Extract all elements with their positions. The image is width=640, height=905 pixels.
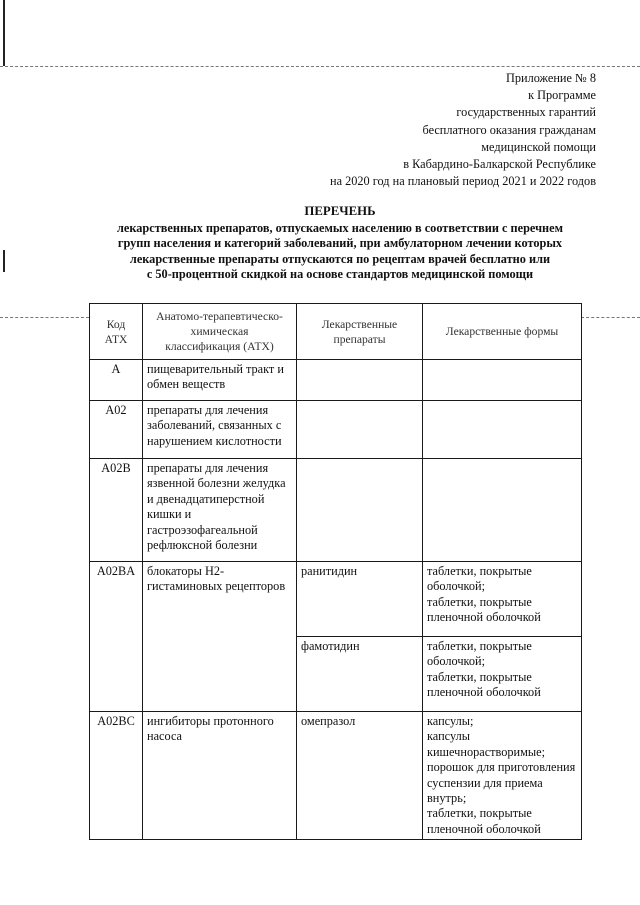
forms-cell: таблетки, покрытые оболочкой; таблетки, покрытые пленочной оболочкой (423, 562, 582, 637)
header-dosage-forms: Лекарственные формы (423, 304, 582, 360)
drug-cell (297, 401, 423, 459)
scan-dashed-line-table (0, 317, 89, 318)
atc-code-cell: A02BA (90, 562, 143, 712)
forms-cell (423, 459, 582, 562)
appendix-line-guarantees: государственных гарантий (456, 105, 596, 120)
appendix-line-number: Приложение № 8 (505, 71, 596, 85)
table-row (90, 459, 582, 562)
drug-cell: омепразол (297, 712, 423, 840)
table-row (90, 712, 582, 840)
atc-code-cell: А (90, 360, 143, 401)
atc-code-cell: A02B (90, 459, 143, 562)
scan-edge-mark-middle (3, 250, 5, 272)
scan-edge-mark-top (3, 0, 5, 66)
forms-cell (423, 401, 582, 459)
forms-cell (423, 360, 582, 401)
atc-code-cell: A02 (90, 401, 143, 459)
atc-code-cell: A02BC (90, 712, 143, 840)
table-header-row (90, 304, 582, 360)
table-row (90, 401, 582, 459)
drug-cell (297, 459, 423, 562)
table-row (90, 562, 582, 637)
appendix-line-program: к Программе (528, 88, 596, 103)
classification-cell: препараты для лечения заболеваний, связанных с нарушением кислотности (143, 401, 297, 459)
medicines-table (89, 303, 582, 840)
classification-cell: препараты для лечения язвенной болезни желудка и двенадцатиперстной кишки и гастроэзофагеальной рефлюксной болезни (143, 459, 297, 562)
subtitle-line: лекарственных препаратов, отпускаемых населению в соответствии с перечнем (117, 221, 563, 235)
table-row (90, 360, 582, 401)
document-title: ПЕРЕЧЕНЬ (304, 204, 376, 218)
appendix-line-period: на 2020 год на плановый период 2021 и 2022 годов (329, 174, 596, 189)
scan-dashed-line-top (0, 66, 640, 67)
forms-cell: капсулы; капсулы кишечнорастворимые; порошок для приготовления суспензии для приема внутрь; таблетки, покрытые пленочной оболочкой (423, 712, 582, 840)
appendix-line-medical-help: медицинской помощи (481, 139, 596, 154)
appendix-line-free-care: бесплатного оказания гражданам (422, 122, 596, 137)
header-atc-classification: Анатомо-терапевтическо- химическая классификация (АТХ) (143, 304, 297, 360)
header-atc-code: Код АТХ (90, 304, 143, 360)
appendix-header (236, 70, 596, 190)
forms-cell: таблетки, покрытые оболочкой; таблетки, покрытые пленочной оболочкой (423, 637, 582, 712)
drug-cell: фамотидин (297, 637, 423, 712)
document-subtitle (60, 221, 620, 283)
classification-cell: ингибиторы протонного насоса (143, 712, 297, 840)
subtitle-line: групп населения и категорий заболеваний, при амбулаторном лечении которых (117, 236, 563, 251)
drug-cell (297, 360, 423, 401)
subtitle-line: с 50-процентной скидкой на основе стандартов медицинской помощи (146, 267, 534, 282)
classification-cell: блокаторы Н2-гистаминовых рецепторов (143, 562, 297, 712)
drug-cell: ранитидин (297, 562, 423, 637)
subtitle-line: лекарственные препараты отпускаются по рецептам врачей бесплатно или (129, 251, 551, 266)
classification-cell: пищеварительный тракт и обмен веществ (143, 360, 297, 401)
appendix-line-region: в Кабардино-Балкарской Республике (403, 157, 596, 172)
header-drugs: Лекарственные препараты (297, 304, 423, 360)
scan-dashed-line-table-right (581, 317, 640, 318)
